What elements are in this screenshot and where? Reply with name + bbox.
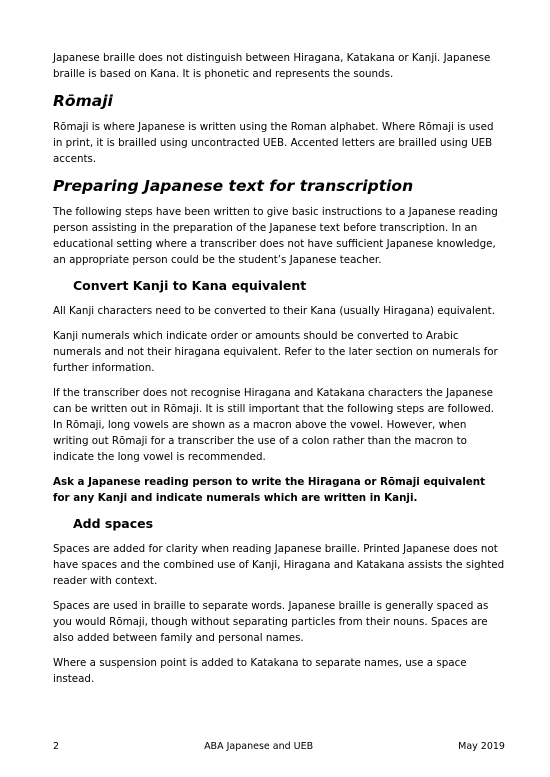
spaces-paragraph-2: Spaces are used in braille to separate words. Japanese braille is generally spaced as you would Rōmaji, though without separating particles from their nouns. Spaces are also added between family and personal names. [53, 600, 489, 644]
section-heading-romaji: Rōmaji [53, 92, 113, 110]
subheading-add-spaces: Add spaces [73, 516, 154, 531]
romaji-paragraph: Rōmaji is where Japanese is written using the Roman alphabet. Where Rōmaji is used in print, it is brailled using uncontracted UEB. Accented letters are brailled using UEB accents. [53, 121, 494, 165]
convert-paragraph-3: If the transcriber does not recognise Hiragana and Katakana characters the Japanese can be written out in Rōmaji. It is still important that the following steps are followed. In Rōmaji, long vowels are shown as a macron above the vowel. However, when writing out Rōmaji for a transcriber the use of a colon rather than the macron to indicate the long vowel is recommended. [53, 387, 495, 463]
spaces-paragraph-1: Spaces are added for clarity when reading Japanese braille. Printed Japanese does not have spaces and the combined use of Kanji, Hiragana and Katakana assists the sighted reader with context. [53, 543, 505, 587]
section-heading-preparing: Preparing Japanese text for transcription [53, 177, 414, 195]
convert-paragraph-1: All Kanji characters need to be converted to their Kana (usually Hiragana) equivalent. [53, 305, 495, 317]
spaces-paragraph-3: Where a suspension point is added to Katakana to separate names, use a space instead. [53, 657, 467, 685]
footer-date: May 2019 [458, 741, 505, 752]
subheading-convert-kanji: Convert Kanji to Kana equivalent [73, 278, 307, 293]
intro-paragraph: Japanese braille does not distinguish between Hiragana, Katakana or Kanji. Japanese braille is based on Kana. It is phonetic and represents the sounds. [53, 52, 491, 80]
convert-paragraph-2: Kanji numerals which indicate order or amounts should be converted to Arabic numerals and not their hiragana equivalent. Refer to the later section on numerals for further information. [53, 330, 498, 374]
footer-title: ABA Japanese and UEB [204, 741, 314, 752]
convert-instruction: Ask a Japanese reading person to write the Hiragana or Rōmaji equivalent for any Kanji and indicate numerals which are written in Kanji. [53, 476, 485, 504]
preparing-paragraph: The following steps have been written to give basic instructions to a Japanese reading person assisting in the preparation of the Japanese text before transcription. In an educational setting where a transcriber does not have sufficient Japanese knowledge, an appropriate person could be the student’s Japanese teacher. [53, 206, 498, 266]
page-footer [53, 740, 505, 754]
document-page [53, 50, 505, 696]
page-number: 2 [53, 741, 60, 752]
